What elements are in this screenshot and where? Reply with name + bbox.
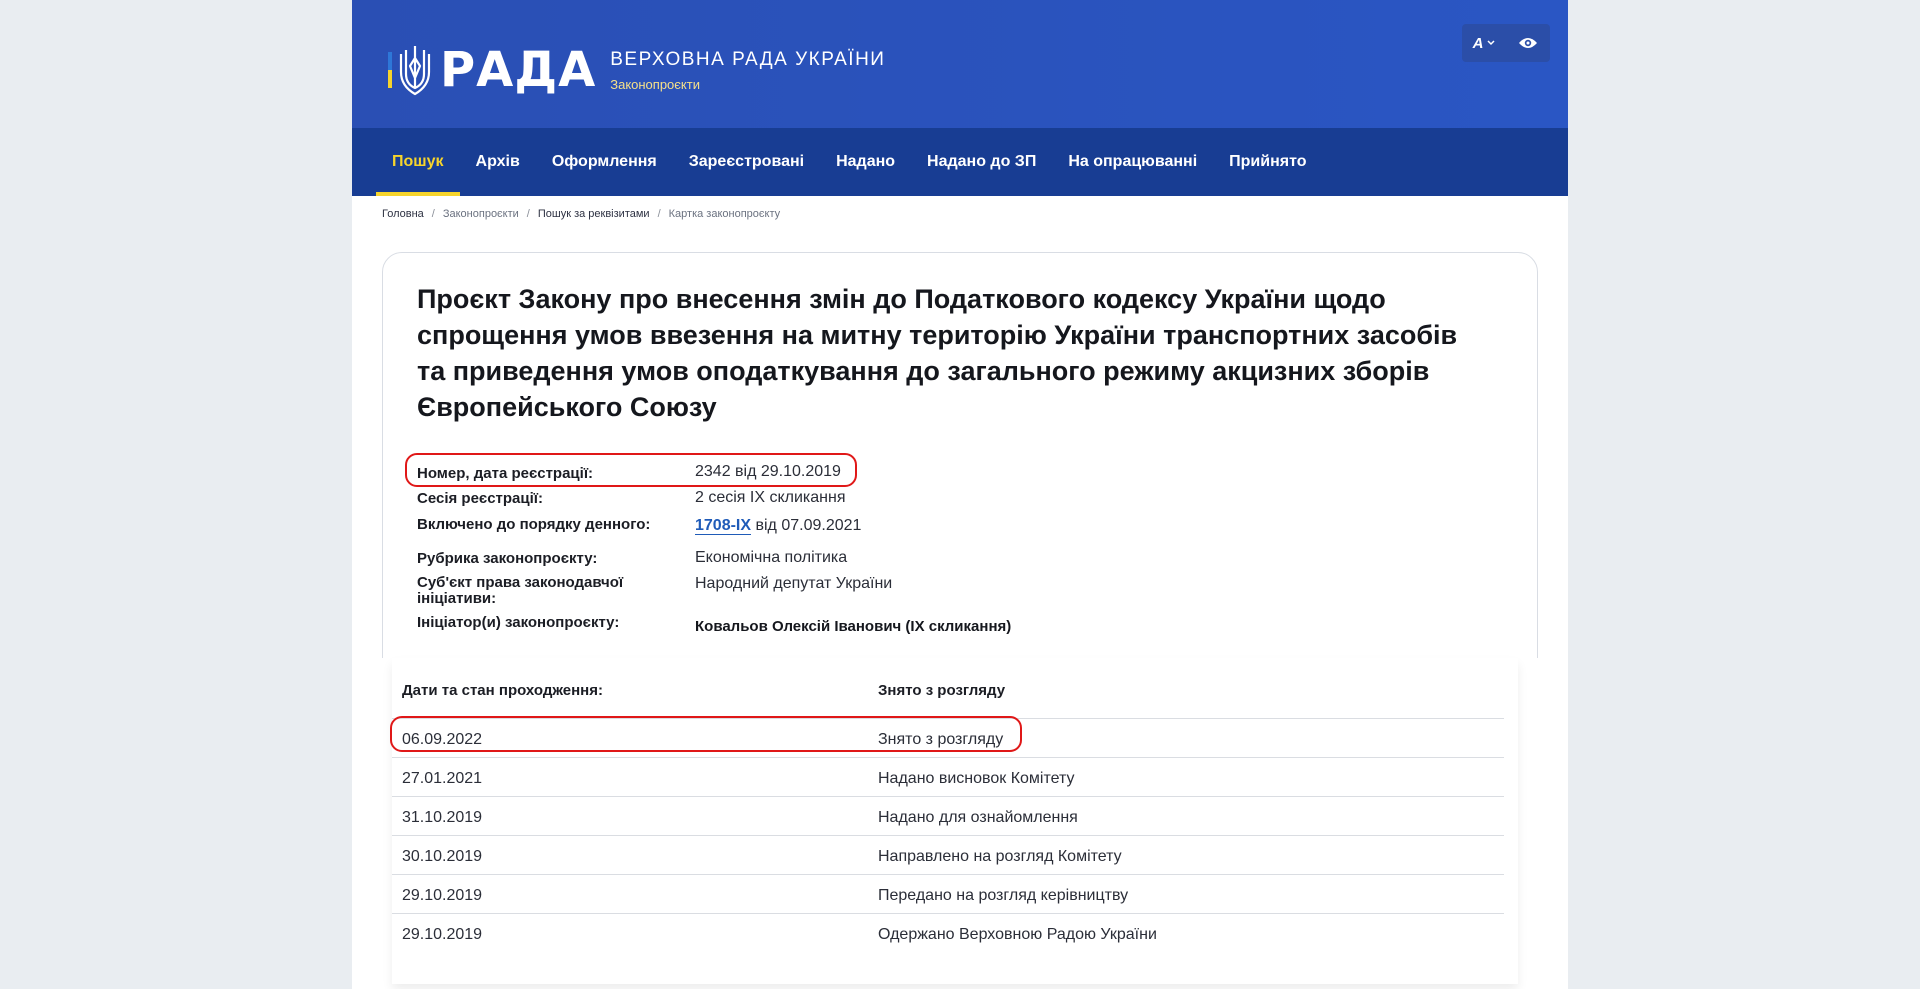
logo-text	[610, 49, 885, 92]
field-value: Народний депутат України	[695, 575, 893, 592]
agenda-link[interactable]: 1708-IX	[695, 517, 752, 534]
breadcrumb	[382, 208, 780, 220]
dates-header: Дати та стан проходження:	[402, 682, 603, 699]
field-value: 2342 від 29.10.2019	[695, 463, 841, 480]
row-status: Передано на розгляд керівництву	[878, 887, 1129, 904]
dates-section	[352, 658, 1568, 989]
page	[352, 0, 1568, 989]
status-header: Знято з розгляду	[878, 682, 1006, 699]
nav-item-submitted-zp[interactable]: Надано до ЗП	[927, 153, 1037, 170]
chevron-down-icon	[1487, 40, 1495, 46]
eye-icon	[1518, 36, 1538, 50]
field-rubric	[417, 549, 847, 567]
table-row	[392, 796, 1504, 835]
row-date: 30.10.2019	[402, 848, 483, 865]
trident-icon	[398, 44, 432, 96]
table-row	[392, 757, 1504, 796]
breadcrumb-search[interactable]: Пошук за реквізитами	[537, 208, 650, 220]
row-date: 06.09.2022	[402, 731, 483, 748]
field-label: Включено до порядку денного:	[417, 516, 651, 533]
site-logo[interactable]	[388, 44, 885, 96]
table-row	[392, 874, 1504, 913]
field-label: Номер, дата реєстрації:	[417, 465, 594, 482]
breadcrumb-separator: /	[526, 208, 530, 220]
breadcrumb-current: Картка законопроєкту	[668, 208, 781, 220]
nav-item-archive[interactable]: Архів	[475, 153, 520, 170]
row-date: 27.01.2021	[402, 770, 483, 787]
nav-item-registered[interactable]: Зареєстровані	[688, 153, 805, 170]
row-status: Надано висновок Комітету	[878, 770, 1075, 787]
nav-item-submitted[interactable]: Надано	[836, 153, 896, 170]
breadcrumb-bills[interactable]: Законопроєкти	[442, 208, 519, 220]
breadcrumb-home[interactable]: Головна	[382, 208, 424, 220]
logo-word: РАДА	[440, 42, 597, 98]
site-subtitle: Законопроєкти	[610, 76, 700, 92]
field-subject	[417, 575, 892, 607]
nav-item-drafting[interactable]: Оформлення	[551, 153, 657, 170]
row-status: Направлено на розгляд Комітету	[878, 848, 1122, 865]
field-label: Сесія реєстрації:	[417, 490, 543, 507]
flag-icon	[388, 52, 392, 88]
font-size-button[interactable]	[1462, 24, 1506, 62]
bill-title: Проєкт Закону про внесення змін до Податкового кодексу України щодо спрощення умов ввезення на митну територію України транспортних засобів та приведення умов оподаткування до загального режиму акцизних зборів Європейського Союзу	[417, 284, 1458, 422]
field-number	[417, 463, 841, 482]
nav-item-search[interactable]: Пошук	[376, 128, 460, 196]
field-value: Економічна політика	[695, 549, 848, 566]
field-label: Рубрика законопроєкту:	[417, 550, 598, 567]
field-agenda	[417, 517, 861, 535]
table-row	[392, 913, 1504, 952]
nav-item-processing[interactable]: На опрацюванні	[1068, 153, 1198, 170]
field-value: Ковальов Олексій Іванович (IX скликання)	[695, 618, 1012, 635]
row-status: Одержано Верховною Радою України	[878, 926, 1157, 943]
row-date: 31.10.2019	[402, 809, 483, 826]
dates-table	[392, 658, 1518, 984]
breadcrumb-separator: /	[657, 208, 661, 220]
highlight-box	[390, 716, 1022, 752]
row-date: 29.10.2019	[402, 926, 483, 943]
field-value: 2 сесія IX скликання	[695, 489, 846, 506]
row-status: Надано для ознайомлення	[878, 809, 1078, 826]
font-size-label: A	[1472, 34, 1484, 52]
row-status: Знято з розгляду	[878, 731, 1004, 748]
field-session	[417, 489, 846, 507]
field-label: Суб'єкт права законодавчої ініціативи:	[417, 574, 624, 607]
field-value	[695, 517, 861, 535]
agenda-date: від 07.09.2021	[755, 517, 862, 534]
site-title: ВЕРХОВНА РАДА УКРАЇНИ	[610, 48, 886, 70]
breadcrumb-separator: /	[431, 208, 435, 220]
row-date: 29.10.2019	[402, 887, 483, 904]
site-header	[352, 0, 1568, 128]
field-initiator	[417, 615, 1011, 636]
nav-item-adopted[interactable]: Прийнято	[1229, 153, 1307, 170]
main-nav	[352, 128, 1568, 196]
header-tools	[1462, 24, 1550, 62]
table-row	[392, 835, 1504, 874]
accessibility-button[interactable]	[1506, 24, 1550, 62]
field-label: Ініціатор(и) законопроєкту:	[417, 614, 620, 631]
